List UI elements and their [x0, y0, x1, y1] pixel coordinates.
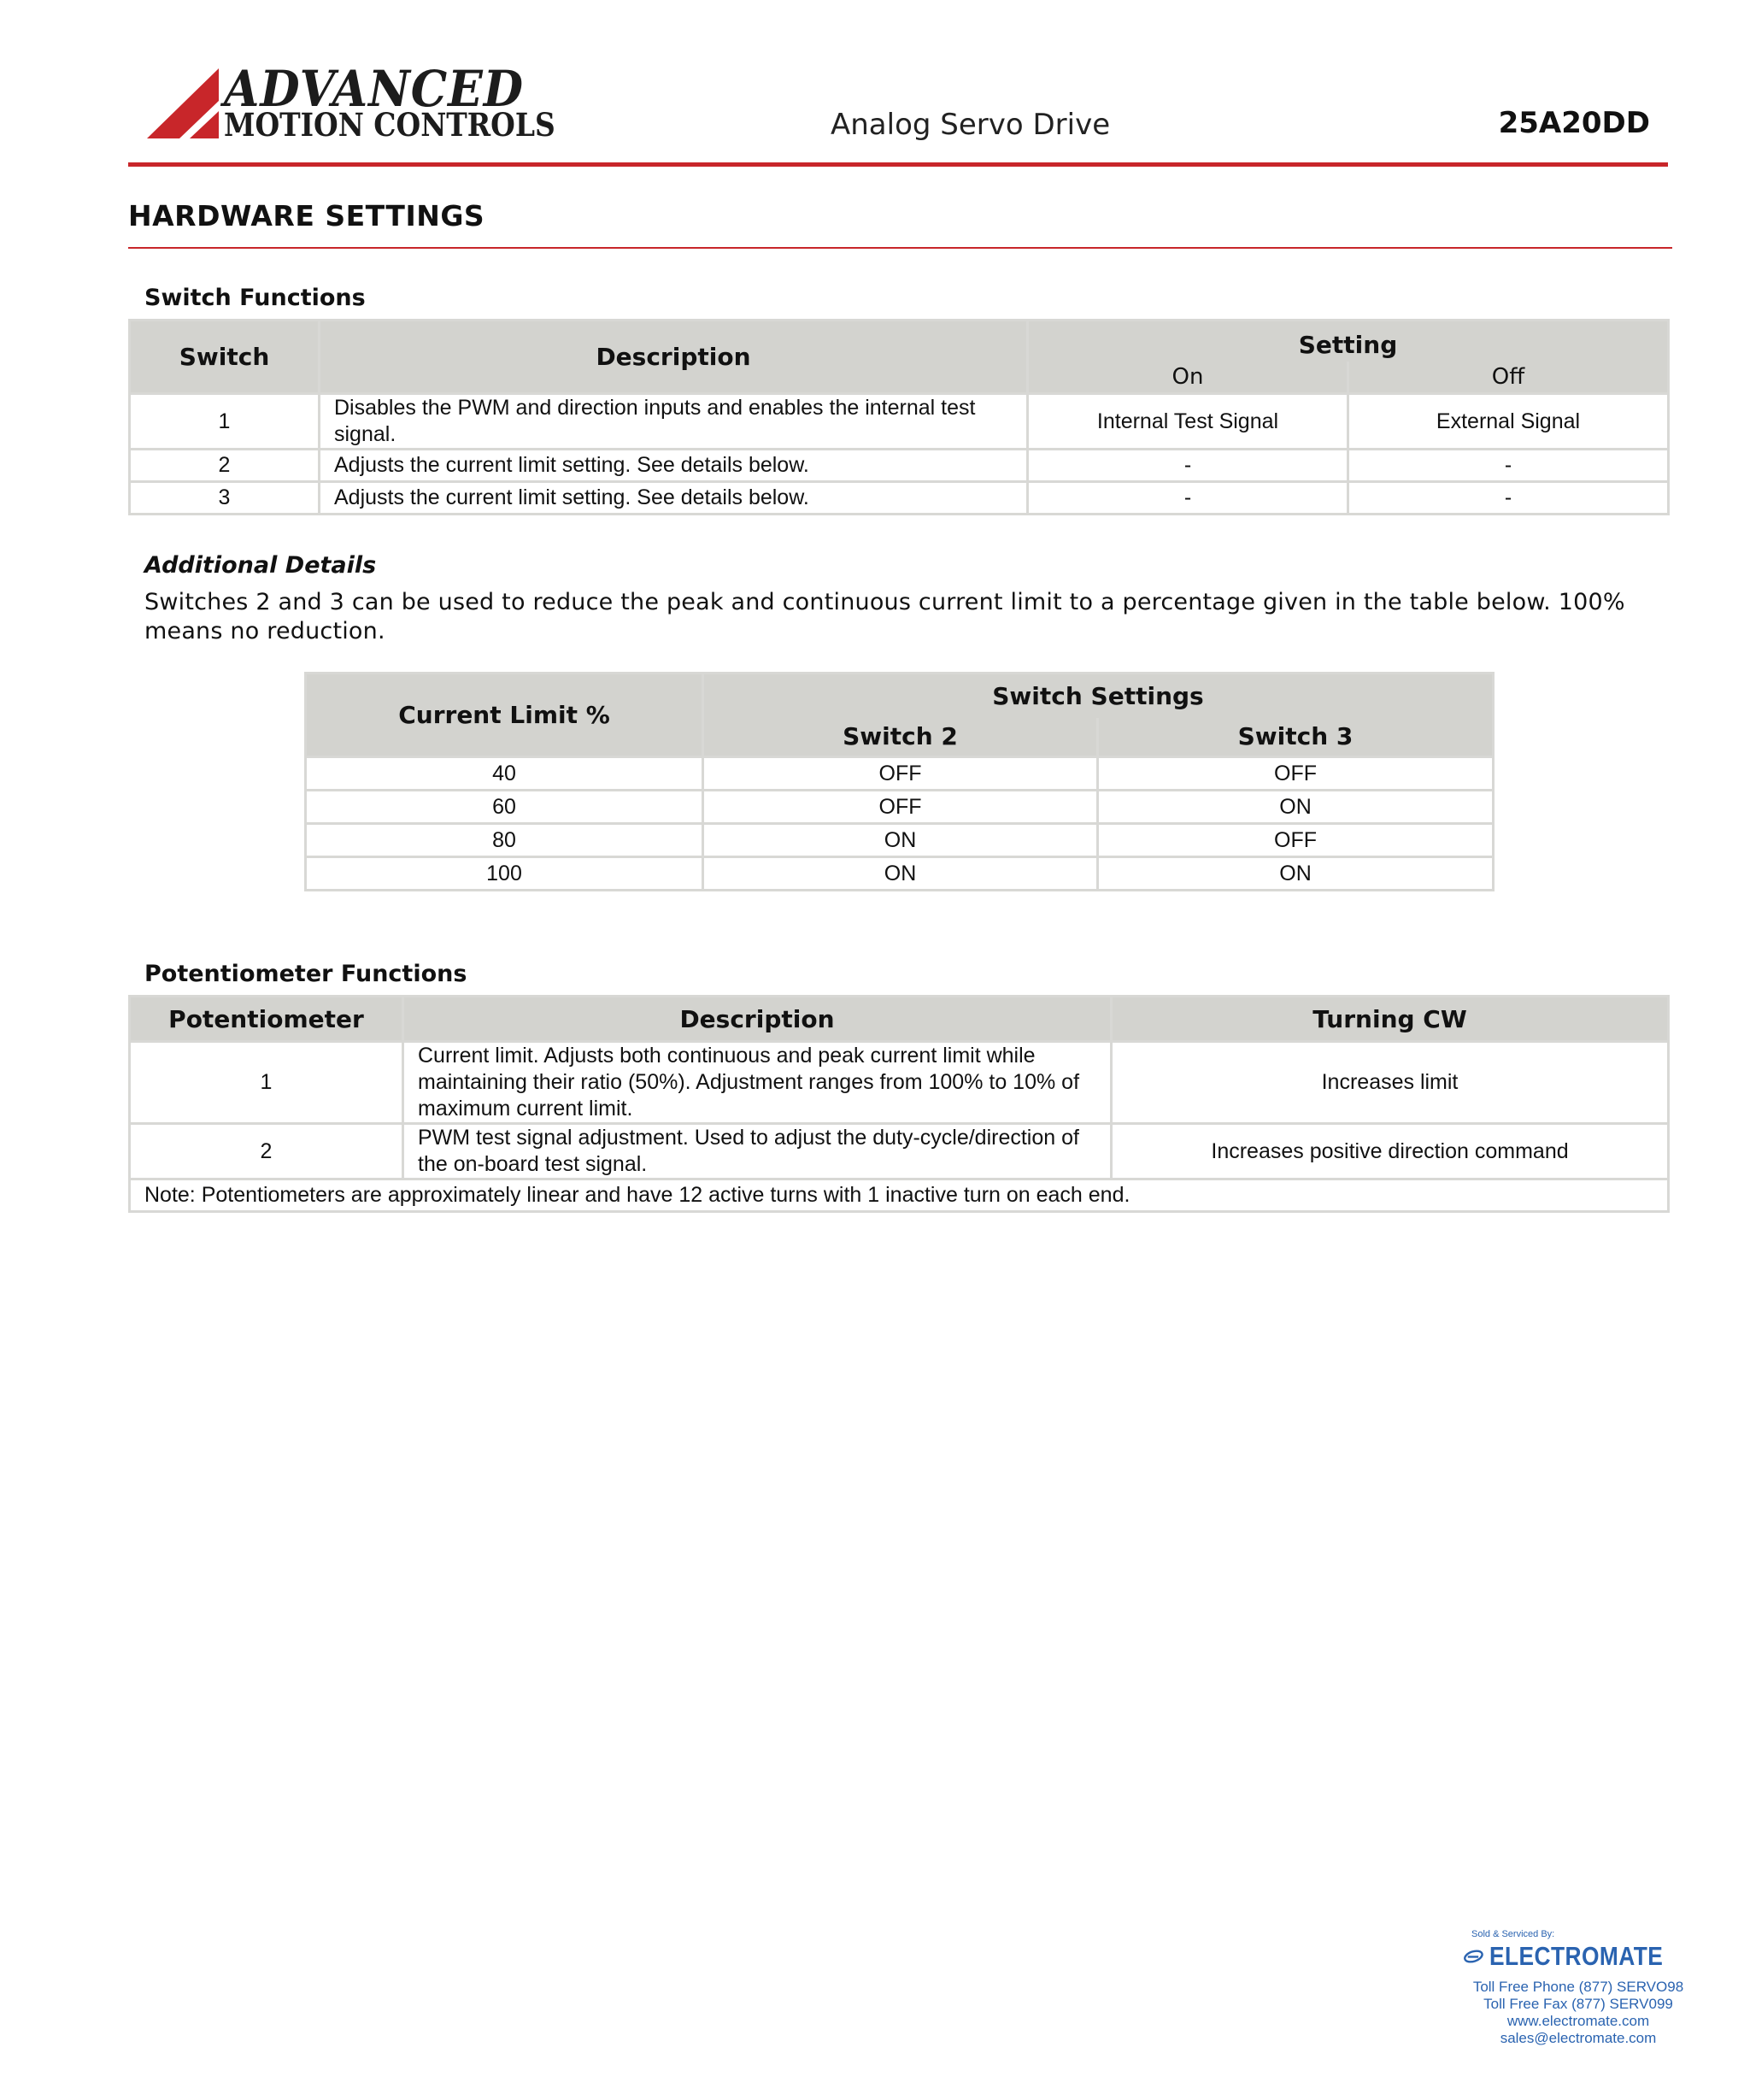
table-row — [130, 1124, 1669, 1179]
stamp-email: sales@electromate.com — [1500, 2030, 1657, 2046]
header-current-limit: Current Limit % — [306, 674, 703, 757]
switch-2-value: OFF — [703, 791, 1098, 824]
switch-3-value: ON — [1098, 857, 1494, 891]
table-row — [130, 482, 1669, 515]
table-row — [130, 450, 1669, 482]
current-limit-value: 80 — [306, 824, 703, 857]
current-limit-value: 60 — [306, 791, 703, 824]
header-switch: Switch — [130, 321, 320, 394]
logo-triangle-icon — [145, 67, 231, 140]
table-header-row — [130, 997, 1669, 1042]
header-turning-cw: Turning CW — [1112, 997, 1669, 1042]
potentiometer-note: Note: Potentiometers are approximately linear and have 12 active turns with 1 inactive turn on each end. — [130, 1179, 1669, 1212]
potentiometer-turning-cw: Increases positive direction command — [1112, 1124, 1669, 1179]
switch-description: Adjusts the current limit setting. See details below. — [320, 450, 1028, 482]
electromate-swoosh-icon — [1463, 1942, 1484, 1971]
table-header-row — [130, 321, 1669, 362]
header-description: Description — [403, 997, 1112, 1042]
current-limit-table — [304, 672, 1495, 891]
table-row — [130, 394, 1669, 450]
switch-2-value: ON — [703, 824, 1098, 857]
model-number: 25A20DD — [1498, 106, 1650, 140]
switch-number: 1 — [130, 394, 320, 450]
header-on: On — [1028, 362, 1348, 394]
stamp-website: www.electromate.com — [1506, 2013, 1650, 2029]
potentiometer-description: Current limit. Adjusts both continuous and peak current limit while maintaining their ratio (50%). Adjustment ranges from 100% to 10% of maximum current limit. — [403, 1042, 1112, 1124]
stamp-brand — [1463, 1941, 1694, 1972]
switch-3-value: ON — [1098, 791, 1494, 824]
table-header-row — [306, 674, 1494, 718]
potentiometer-description: PWM test signal adjustment. Used to adjust the duty-cycle/direction of the on-board test signal. — [403, 1124, 1112, 1179]
additional-details-title: Additional Details — [144, 552, 377, 579]
switch-on-value: Internal Test Signal — [1028, 394, 1348, 450]
table-row — [306, 824, 1494, 857]
section-divider — [128, 247, 1672, 249]
header-switch-2: Switch 2 — [703, 718, 1098, 757]
section-title: HARDWARE SETTINGS — [128, 199, 485, 232]
header-divider — [128, 162, 1668, 167]
switch-on-value: - — [1028, 450, 1348, 482]
potentiometer-number: 1 — [130, 1042, 403, 1124]
header-switch-settings: Switch Settings — [703, 674, 1494, 718]
table-row — [306, 791, 1494, 824]
switch-off-value: External Signal — [1348, 394, 1669, 450]
switch-on-value: - — [1028, 482, 1348, 515]
stamp-brand-name: ELECTROMATE — [1489, 1941, 1664, 1971]
switch-number: 2 — [130, 450, 320, 482]
switch-description: Disables the PWM and direction inputs and enables the internal test signal. — [320, 394, 1028, 450]
table-row — [130, 1042, 1669, 1124]
additional-details-text: Switches 2 and 3 can be used to reduce the peak and continuous current limit to a percentage given in the table below. 100% means no reduction. — [144, 589, 1625, 644]
stamp-phone: Toll Free Phone (877) SERVO98 — [1472, 1979, 1684, 1995]
logo-text-advanced: ADVANCED — [224, 60, 524, 118]
potentiometer-functions-table — [128, 995, 1670, 1213]
switch-functions-title: Switch Functions — [144, 285, 366, 311]
potentiometer-functions-title: Potentiometer Functions — [144, 961, 467, 987]
table-row — [306, 757, 1494, 791]
potentiometer-number: 2 — [130, 1124, 403, 1179]
current-limit-value: 100 — [306, 857, 703, 891]
header-description: Description — [320, 321, 1028, 394]
switch-3-value: OFF — [1098, 757, 1494, 791]
switch-description: Adjusts the current limit setting. See details below. — [320, 482, 1028, 515]
stamp-sold-by: Sold & Serviced By: — [1471, 1929, 1555, 1939]
company-logo — [145, 60, 564, 145]
stamp-fax: Toll Free Fax (877) SERV099 — [1483, 1996, 1673, 2012]
switch-3-value: OFF — [1098, 824, 1494, 857]
header-potentiometer: Potentiometer — [130, 997, 403, 1042]
header-setting: Setting — [1028, 321, 1669, 362]
switch-2-value: ON — [703, 857, 1098, 891]
header-off: Off — [1348, 362, 1669, 394]
switch-off-value: - — [1348, 450, 1669, 482]
potentiometer-turning-cw: Increases limit — [1112, 1042, 1669, 1124]
electromate-stamp — [1463, 1929, 1694, 2047]
table-note-row — [130, 1179, 1669, 1212]
switch-functions-table — [128, 319, 1670, 515]
current-limit-value: 40 — [306, 757, 703, 791]
switch-off-value: - — [1348, 482, 1669, 515]
switch-number: 3 — [130, 482, 320, 515]
switch-2-value: OFF — [703, 757, 1098, 791]
logo-text-motion-controls: MOTION CONTROLS — [224, 106, 555, 144]
table-row — [306, 857, 1494, 891]
document-title: Analog Servo Drive — [831, 108, 1111, 142]
header-switch-3: Switch 3 — [1098, 718, 1494, 757]
